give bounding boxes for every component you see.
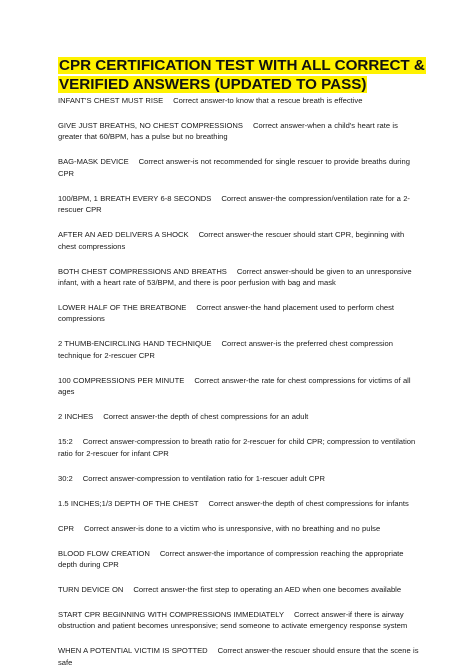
qa-entry bbox=[58, 229, 424, 252]
qa-entry bbox=[58, 523, 424, 534]
entry-answer: Correct answer-the hand placement used to perform chest compressions bbox=[58, 303, 395, 324]
entry-term: 15:2 bbox=[58, 437, 73, 447]
entry-term: AFTER AN AED DELIVERS A SHOCK bbox=[58, 230, 189, 240]
qa-entry bbox=[58, 120, 424, 143]
qa-entry bbox=[58, 375, 424, 398]
qa-entry bbox=[58, 645, 424, 668]
entry-term: 100 COMPRESSIONS PER MINUTE bbox=[58, 375, 185, 385]
entry-term: TURN DEVICE ON bbox=[58, 585, 124, 595]
entry-answer: Correct answer-the rescuer should ensure that the scene is safe bbox=[58, 646, 419, 667]
entry-answer: Correct answer-is not recommended for single rescuer to provide breaths during CPR bbox=[58, 157, 410, 178]
entry-answer: Correct answer-the depth of chest compressions for infants bbox=[208, 498, 409, 508]
entry-term: CPR bbox=[58, 523, 75, 533]
qa-entry bbox=[58, 548, 424, 571]
qa-entry bbox=[58, 584, 424, 595]
entry-term: BLOOD FLOW CREATION bbox=[58, 548, 150, 558]
entry-term: LOWER HALF OF THE BREATBONE bbox=[58, 303, 187, 313]
entry-term: INFANT'S CHEST MUST RISE bbox=[58, 96, 164, 105]
entry-answer: Correct answer-compression to breath ratio for 2-rescuer for child CPR; compression to ventilation ratio for 2-rescuer for infant CPR bbox=[58, 437, 416, 458]
entry-term: 100/BPM, 1 BREATH EVERY 6-8 SECONDS bbox=[58, 193, 212, 203]
entry-term: GIVE JUST BREATHS, NO CHEST COMPRESSIONS bbox=[58, 121, 243, 130]
qa-entry bbox=[58, 411, 424, 422]
entry-term: 30:2 bbox=[58, 473, 73, 483]
entry-answer: Correct answer-should be given to an unresponsive infant, with a heart rate of 53/BPM, and there is poor perfusion with bag and mask bbox=[58, 266, 412, 288]
entry-answer: Correct answer-to know that a rescue breath is effective bbox=[173, 96, 363, 105]
qa-entry bbox=[58, 609, 424, 632]
title-block bbox=[58, 56, 428, 94]
entry-answer: Correct answer-the rescuer should start CPR, beginning with chest compressions bbox=[58, 230, 405, 251]
entry-answer: Correct answer-the first step to operating an AED when one becomes available bbox=[133, 585, 402, 595]
entry-answer: Correct answer-the importance of compression reaching the appropriate depth during CPR bbox=[58, 548, 404, 570]
qa-entry bbox=[58, 338, 424, 361]
document-title: CPR CERTIFICATION TEST WITH ALL CORRECT & VERIFIED ANSWERS (UPDATED TO PASS) bbox=[59, 57, 425, 93]
qa-entry bbox=[58, 266, 424, 289]
qa-entry bbox=[58, 302, 424, 325]
qa-entry bbox=[58, 473, 424, 484]
entry-answer: Correct answer-is done to a victim who is unresponsive, with no breathing and no pulse bbox=[84, 523, 381, 533]
entry-term: START CPR BEGINNING WITH COMPRESSIONS IMMEDIATELY bbox=[58, 610, 285, 620]
entry-term: WHEN A POTENTIAL VICTIM IS SPOTTED bbox=[58, 646, 208, 656]
entry-term: BAG-MASK DEVICE bbox=[58, 157, 129, 167]
entry-answer: Correct answer-is the preferred chest compression technique for 2-rescuer CPR bbox=[58, 339, 393, 360]
qa-entry bbox=[58, 95, 424, 106]
entry-term: 2 THUMB-ENCIRCLING HAND TECHNIQUE bbox=[58, 339, 212, 349]
entry-answer: Correct answer-the depth of chest compressions for an adult bbox=[103, 412, 309, 422]
entry-answer: Correct answer-the rate for chest compressions for victims of all ages bbox=[58, 375, 411, 397]
entry-answer: Correct answer-compression to ventilation ratio for 1-rescuer adult CPR bbox=[82, 473, 325, 483]
entry-term: 2 INCHES bbox=[58, 412, 94, 422]
qa-entry bbox=[58, 156, 424, 179]
entry-answer: Correct answer-if there is airway obstruction and patient becomes unresponsive; send someone to activate emergency response system bbox=[58, 610, 408, 631]
entry-answer: Correct answer-the compression/ventilation rate for a 2-rescuer CPR bbox=[58, 193, 410, 215]
qa-entry bbox=[58, 498, 424, 509]
qa-entry bbox=[58, 193, 424, 216]
qa-entry bbox=[58, 436, 424, 459]
entry-term: 1.5 INCHES;1/3 DEPTH OF THE CHEST bbox=[58, 498, 199, 508]
entry-answer: Correct answer-when a child's heart rate is greater that 60/BPM, has a pulse but no breathing bbox=[58, 121, 398, 142]
qa-list bbox=[58, 95, 424, 668]
entry-term: BOTH CHEST COMPRESSIONS AND BREATHS bbox=[58, 266, 227, 276]
